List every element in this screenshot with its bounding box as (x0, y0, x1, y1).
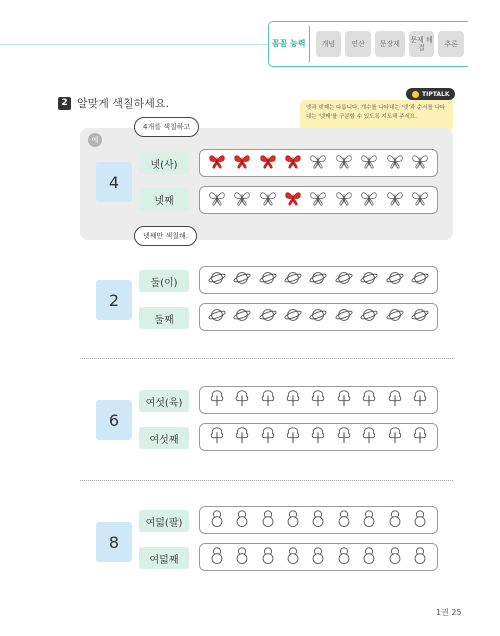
snowman-icon[interactable] (386, 546, 404, 568)
tree-icon[interactable] (360, 389, 378, 411)
tiptalk-badge (406, 88, 455, 100)
example-order-row[interactable] (199, 186, 438, 214)
item-count-label: 여덟(팔) (139, 510, 189, 532)
butterfly-icon[interactable] (233, 152, 251, 174)
tag-calculation: 연산 (345, 31, 371, 57)
snowman-order-row[interactable] (199, 543, 438, 571)
butterfly-icon[interactable] (386, 189, 404, 211)
tree-icon[interactable] (309, 389, 327, 411)
tree-icon[interactable] (335, 426, 353, 448)
planet-icon[interactable] (309, 269, 327, 291)
example-count-label: 넷(사) (139, 152, 189, 174)
item-count-label: 둘(이) (139, 270, 189, 292)
butterfly-icon[interactable] (309, 189, 327, 211)
tree-icon[interactable] (259, 426, 277, 448)
snowman-icon[interactable] (411, 509, 429, 531)
tag-problem-solving: 문제 해결 (409, 31, 435, 57)
item-order-label: 둘째 (139, 307, 189, 329)
butterfly-icon[interactable] (259, 189, 277, 211)
section-divider (80, 480, 453, 481)
planet-icon[interactable] (309, 306, 327, 328)
planet-icon[interactable] (208, 269, 226, 291)
butterfly-icon[interactable] (360, 152, 378, 174)
tree-icon[interactable] (309, 426, 327, 448)
item-order-label: 여섯째 (139, 427, 189, 449)
butterfly-icon[interactable] (360, 189, 378, 211)
item-number-card: 8 (96, 522, 132, 562)
snowman-icon[interactable] (386, 509, 404, 531)
tiptalk-badge-label: TIPTALK (422, 90, 450, 98)
snowman-count-row[interactable] (199, 506, 438, 534)
tiptalk-note: 넷과 넷째는 다릅니다. 개수를 나타내는 '넷'과 순서를 나타내는 '넷째'를 구분할 수 있도록 지도해 주세요. (300, 100, 453, 130)
snowman-icon[interactable] (233, 509, 251, 531)
section-divider (80, 358, 453, 359)
item-number-card: 6 (96, 400, 132, 440)
butterfly-icon[interactable] (411, 189, 429, 211)
planet-icon[interactable] (411, 269, 429, 291)
planet-icon[interactable] (208, 306, 226, 328)
snowman-icon[interactable] (309, 509, 327, 531)
snowman-icon[interactable] (360, 509, 378, 531)
snowman-icon[interactable] (208, 509, 226, 531)
snowman-icon[interactable] (360, 546, 378, 568)
speech-bubble-bottom: 넷째만 색칠해. (134, 226, 197, 246)
butterfly-icon[interactable] (309, 152, 327, 174)
snowman-icon[interactable] (411, 546, 429, 568)
tag-concept: 개념 (316, 31, 342, 57)
example-order-label: 넷째 (139, 188, 189, 210)
tree-icon[interactable] (335, 389, 353, 411)
planet-icon[interactable] (386, 269, 404, 291)
example-tag: 예 (88, 133, 102, 147)
tree-icon[interactable] (386, 389, 404, 411)
speech-bubble-top: 4개를 색칠하고 (134, 117, 199, 137)
butterfly-icon[interactable] (233, 189, 251, 211)
snowman-icon[interactable] (284, 509, 302, 531)
skill-tag-bar (268, 21, 468, 67)
planet-order-row[interactable] (199, 303, 438, 331)
butterfly-icon[interactable] (208, 189, 226, 211)
tree-icon[interactable] (208, 426, 226, 448)
butterfly-icon[interactable] (259, 152, 277, 174)
snowman-icon[interactable] (335, 546, 353, 568)
tree-icon[interactable] (233, 389, 251, 411)
planet-icon[interactable] (411, 306, 429, 328)
butterfly-icon[interactable] (411, 152, 429, 174)
example-panel (80, 128, 453, 240)
tree-icon[interactable] (360, 426, 378, 448)
planet-icon[interactable] (284, 306, 302, 328)
planet-icon[interactable] (284, 269, 302, 291)
snowman-icon[interactable] (309, 546, 327, 568)
planet-count-row[interactable] (199, 266, 438, 294)
item-count-label: 여섯(육) (139, 390, 189, 412)
example-number-card: 4 (96, 162, 132, 202)
tag-reasoning: 추론 (438, 31, 464, 57)
example-count-row[interactable] (199, 149, 438, 177)
planet-icon[interactable] (233, 269, 251, 291)
planet-icon[interactable] (360, 306, 378, 328)
planet-icon[interactable] (335, 306, 353, 328)
planet-icon[interactable] (259, 306, 277, 328)
snowman-icon[interactable] (284, 546, 302, 568)
top-divider-line (0, 44, 268, 45)
skill-bar-divider (309, 26, 310, 62)
tree-icon[interactable] (284, 426, 302, 448)
butterfly-icon[interactable] (284, 189, 302, 211)
planet-icon[interactable] (335, 269, 353, 291)
problem-number: 2 (58, 97, 71, 110)
snowman-icon[interactable] (335, 509, 353, 531)
planet-icon[interactable] (259, 269, 277, 291)
tree-icon[interactable] (411, 389, 429, 411)
butterfly-icon[interactable] (335, 152, 353, 174)
planet-icon[interactable] (386, 306, 404, 328)
snowman-icon[interactable] (259, 546, 277, 568)
tree-icon[interactable] (233, 426, 251, 448)
tree-icon[interactable] (208, 389, 226, 411)
planet-icon[interactable] (233, 306, 251, 328)
page-number: 1권 25 (436, 608, 462, 617)
snowman-icon[interactable] (208, 546, 226, 568)
tree-count-row[interactable] (199, 386, 438, 414)
butterfly-icon[interactable] (386, 152, 404, 174)
tree-icon[interactable] (411, 426, 429, 448)
tree-icon[interactable] (259, 389, 277, 411)
skill-bar-title: 꼼꼼 능력 (271, 39, 306, 48)
butterfly-icon[interactable] (208, 152, 226, 174)
tag-word-problem: 문장제 (375, 31, 405, 57)
butterfly-icon[interactable] (335, 189, 353, 211)
planet-icon[interactable] (360, 269, 378, 291)
tree-order-row[interactable] (199, 423, 438, 451)
item-number-card: 2 (96, 280, 132, 320)
snowman-icon[interactable] (233, 546, 251, 568)
smiley-icon (412, 91, 419, 98)
tree-icon[interactable] (386, 426, 404, 448)
butterfly-icon[interactable] (284, 152, 302, 174)
snowman-icon[interactable] (259, 509, 277, 531)
tree-icon[interactable] (284, 389, 302, 411)
item-order-label: 여덟째 (139, 547, 189, 569)
problem-heading (58, 95, 169, 111)
problem-instruction: 알맞게 색칠하세요. (77, 97, 170, 110)
